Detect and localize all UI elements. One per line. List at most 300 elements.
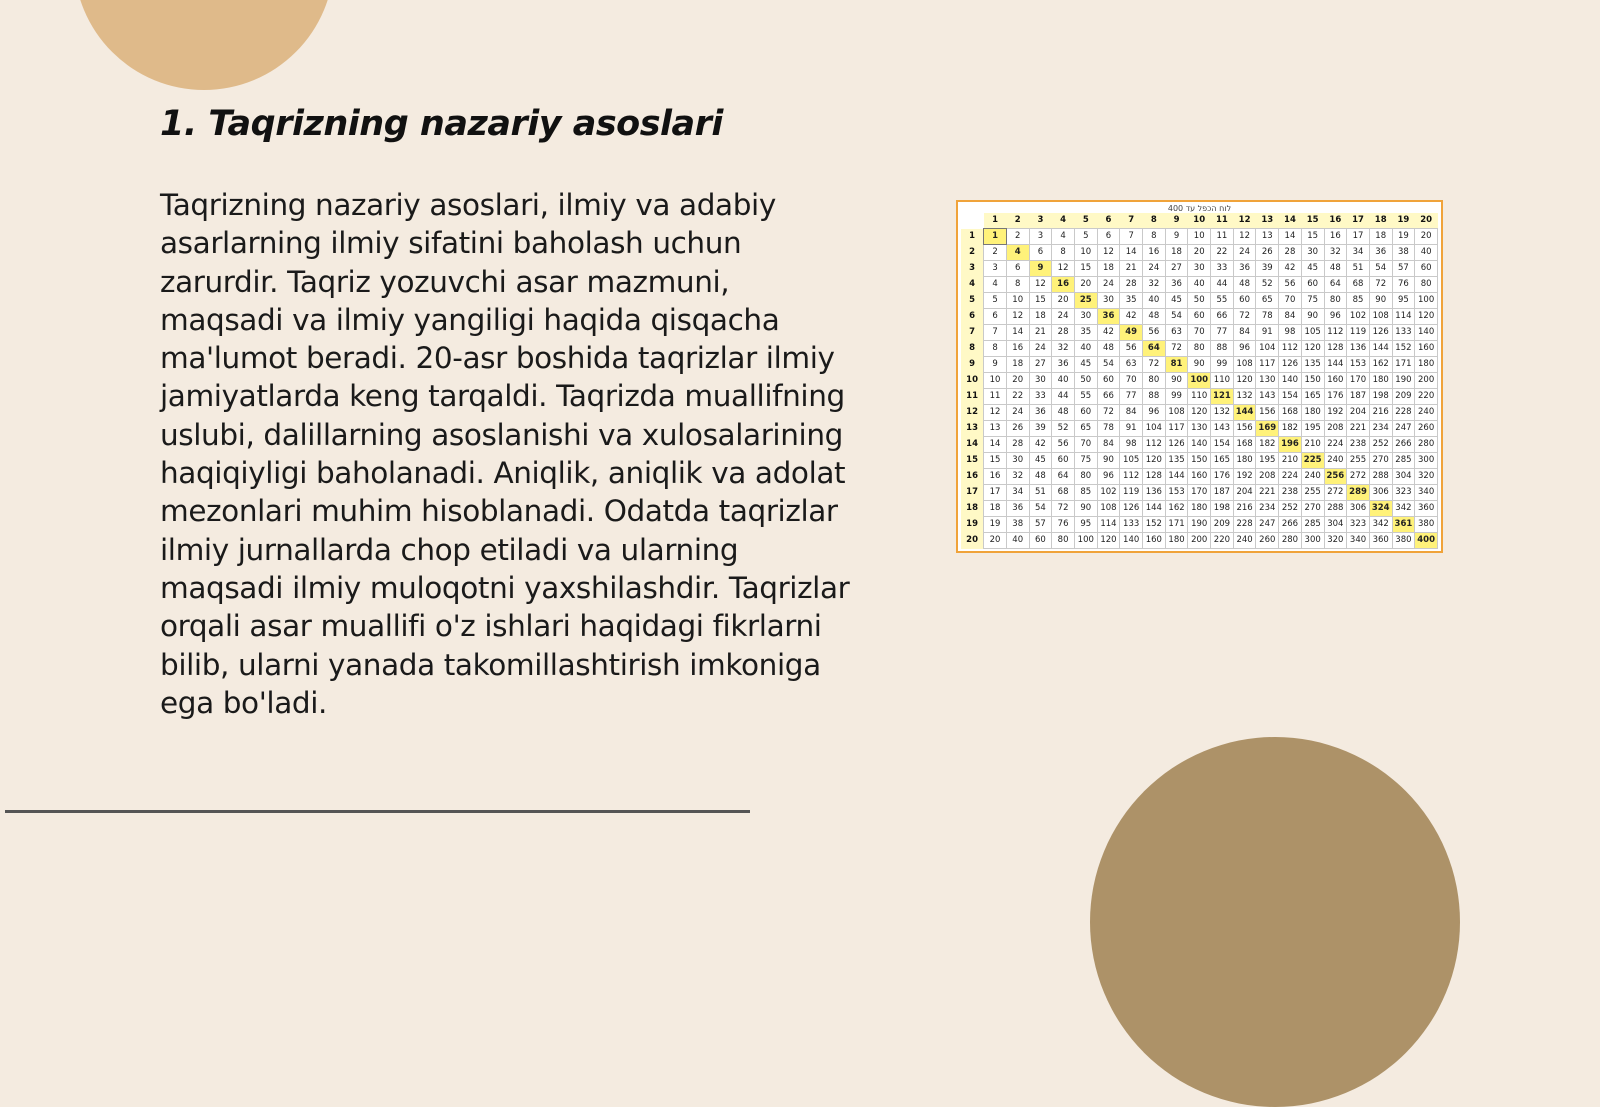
table-cell: 140 bbox=[1415, 325, 1438, 341]
table-cell: 34 bbox=[1347, 245, 1370, 261]
table-cell: 40 bbox=[1052, 373, 1075, 389]
table-cell: 10 bbox=[1074, 245, 1097, 261]
table-cell: 10 bbox=[1188, 229, 1211, 245]
table-cell: 65 bbox=[1256, 293, 1279, 309]
table-cell: 100 bbox=[1415, 293, 1438, 309]
table-cell: 133 bbox=[1120, 517, 1143, 533]
table-cell: 272 bbox=[1324, 485, 1347, 501]
table-row bbox=[961, 341, 1438, 357]
table-cell: 28 bbox=[1006, 437, 1029, 453]
table-cell: 96 bbox=[1324, 309, 1347, 325]
table-cell: 45 bbox=[1074, 357, 1097, 373]
table-cell: 143 bbox=[1211, 421, 1234, 437]
table-cell: 88 bbox=[1211, 341, 1234, 357]
table-cell: 198 bbox=[1211, 501, 1234, 517]
table-cell: 238 bbox=[1347, 437, 1370, 453]
table-cell: 104 bbox=[1143, 421, 1166, 437]
table-cell: 55 bbox=[1211, 293, 1234, 309]
table-row-header: 7 bbox=[961, 325, 984, 341]
table-cell: 228 bbox=[1233, 517, 1256, 533]
table-cell: 72 bbox=[1052, 501, 1075, 517]
table-cell: 323 bbox=[1347, 517, 1370, 533]
table-square-cell: 25 bbox=[1074, 293, 1097, 309]
table-cell: 180 bbox=[1233, 453, 1256, 469]
table-cell: 91 bbox=[1120, 421, 1143, 437]
table-cell: 40 bbox=[1415, 245, 1438, 261]
table-cell: 280 bbox=[1415, 437, 1438, 453]
table-cell: 78 bbox=[1256, 309, 1279, 325]
table-cell: 160 bbox=[1324, 373, 1347, 389]
table-cell: 320 bbox=[1324, 533, 1347, 549]
table-cell: 75 bbox=[1301, 293, 1324, 309]
table-cell: 14 bbox=[1120, 245, 1143, 261]
table-cell: 24 bbox=[1233, 245, 1256, 261]
table-square-cell: 9 bbox=[1029, 261, 1052, 277]
table-cell: 32 bbox=[1006, 469, 1029, 485]
table-column-header: 15 bbox=[1301, 213, 1324, 229]
multiplication-table-image bbox=[956, 200, 1443, 553]
table-cell: 85 bbox=[1074, 485, 1097, 501]
table-square-cell: 289 bbox=[1347, 485, 1370, 501]
table-cell: 126 bbox=[1279, 357, 1302, 373]
table-cell: 136 bbox=[1347, 341, 1370, 357]
table-cell: 12 bbox=[1006, 309, 1029, 325]
table-cell: 144 bbox=[1165, 469, 1188, 485]
table-row-header: 2 bbox=[961, 245, 984, 261]
table-cell: 180 bbox=[1165, 533, 1188, 549]
table-row-header: 3 bbox=[961, 261, 984, 277]
table-row-header: 17 bbox=[961, 485, 984, 501]
table-cell: 48 bbox=[1143, 309, 1166, 325]
table-cell: 8 bbox=[1006, 277, 1029, 293]
table-cell: 90 bbox=[1301, 309, 1324, 325]
table-cell: 98 bbox=[1120, 437, 1143, 453]
table-cell: 182 bbox=[1279, 421, 1302, 437]
table-cell: 44 bbox=[1052, 389, 1075, 405]
table-cell: 11 bbox=[1211, 229, 1234, 245]
table-cell: 255 bbox=[1301, 485, 1324, 501]
table-cell: 13 bbox=[984, 421, 1007, 437]
table-cell: 39 bbox=[1256, 261, 1279, 277]
table-cell: 156 bbox=[1233, 421, 1256, 437]
table-cell: 135 bbox=[1301, 357, 1324, 373]
table-cell: 76 bbox=[1392, 277, 1415, 293]
table-column-header: 5 bbox=[1074, 213, 1097, 229]
table-square-cell: 100 bbox=[1188, 373, 1211, 389]
table-cell: 12 bbox=[1233, 229, 1256, 245]
table-cell: 24 bbox=[1029, 341, 1052, 357]
table-cell: 33 bbox=[1211, 261, 1234, 277]
table-cell: 152 bbox=[1143, 517, 1166, 533]
table-cell: 30 bbox=[1301, 245, 1324, 261]
table-cell: 84 bbox=[1233, 325, 1256, 341]
table-row bbox=[961, 517, 1438, 533]
table-cell: 4 bbox=[1052, 229, 1075, 245]
table-cell: 20 bbox=[1188, 245, 1211, 261]
table-row-header: 12 bbox=[961, 405, 984, 421]
table-cell: 84 bbox=[1097, 437, 1120, 453]
table-cell: 204 bbox=[1233, 485, 1256, 501]
table-cell: 102 bbox=[1347, 309, 1370, 325]
table-cell: 70 bbox=[1120, 373, 1143, 389]
table-cell: 33 bbox=[1029, 389, 1052, 405]
table-cell: 380 bbox=[1392, 533, 1415, 549]
table-cell: 30 bbox=[1029, 373, 1052, 389]
table-cell: 16 bbox=[1006, 341, 1029, 357]
table-cell: 119 bbox=[1120, 485, 1143, 501]
table-cell: 6 bbox=[1097, 229, 1120, 245]
table-cell: 35 bbox=[1120, 293, 1143, 309]
table-cell: 14 bbox=[984, 437, 1007, 453]
table-cell: 192 bbox=[1233, 469, 1256, 485]
table-cell: 190 bbox=[1392, 373, 1415, 389]
table-cell: 200 bbox=[1188, 533, 1211, 549]
table-column-header: 11 bbox=[1211, 213, 1234, 229]
table-cell: 44 bbox=[1211, 277, 1234, 293]
table-cell: 36 bbox=[1052, 357, 1075, 373]
table-cell: 165 bbox=[1301, 389, 1324, 405]
table-cell: 4 bbox=[984, 277, 1007, 293]
table-cell: 288 bbox=[1369, 469, 1392, 485]
table-row-header: 19 bbox=[961, 517, 984, 533]
table-row-header: 18 bbox=[961, 501, 984, 517]
table-cell: 272 bbox=[1347, 469, 1370, 485]
table-cell: 120 bbox=[1143, 453, 1166, 469]
table-cell: 120 bbox=[1233, 373, 1256, 389]
table-cell: 160 bbox=[1143, 533, 1166, 549]
table-cell: 57 bbox=[1392, 261, 1415, 277]
table-cell: 5 bbox=[1074, 229, 1097, 245]
table-cell: 32 bbox=[1052, 341, 1075, 357]
table-cell: 88 bbox=[1143, 389, 1166, 405]
table-cell: 42 bbox=[1279, 261, 1302, 277]
table-cell: 342 bbox=[1392, 501, 1415, 517]
table-cell: 150 bbox=[1188, 453, 1211, 469]
table-cell: 38 bbox=[1006, 517, 1029, 533]
table-cell: 64 bbox=[1324, 277, 1347, 293]
table-cell: 238 bbox=[1279, 485, 1302, 501]
table-square-cell: 121 bbox=[1211, 389, 1234, 405]
table-cell: 12 bbox=[1052, 261, 1075, 277]
table-cell: 13 bbox=[1256, 229, 1279, 245]
table-cell: 112 bbox=[1143, 437, 1166, 453]
table-cell: 156 bbox=[1256, 405, 1279, 421]
table-cell: 48 bbox=[1029, 469, 1052, 485]
table-cell: 84 bbox=[1120, 405, 1143, 421]
table-cell: 280 bbox=[1279, 533, 1302, 549]
table-column-header: 19 bbox=[1392, 213, 1415, 229]
table-cell: 153 bbox=[1165, 485, 1188, 501]
table-cell: 104 bbox=[1256, 341, 1279, 357]
table-cell: 128 bbox=[1143, 469, 1166, 485]
table-cell: 77 bbox=[1120, 389, 1143, 405]
table-cell: 36 bbox=[1233, 261, 1256, 277]
table-cell: 60 bbox=[1097, 373, 1120, 389]
table-row-header: 13 bbox=[961, 421, 984, 437]
table-cell: 55 bbox=[1074, 389, 1097, 405]
table-cell: 38 bbox=[1392, 245, 1415, 261]
table-cell: 380 bbox=[1415, 517, 1438, 533]
table-cell: 52 bbox=[1052, 421, 1075, 437]
table-cell: 90 bbox=[1097, 453, 1120, 469]
table-cell: 70 bbox=[1279, 293, 1302, 309]
table-row-header: 10 bbox=[961, 373, 984, 389]
table-cell: 208 bbox=[1324, 421, 1347, 437]
table-cell: 90 bbox=[1074, 501, 1097, 517]
table-caption: לוח הכפל עד 400 bbox=[1167, 204, 1232, 213]
table-cell: 171 bbox=[1392, 357, 1415, 373]
table-cell: 200 bbox=[1415, 373, 1438, 389]
table-cell: 40 bbox=[1074, 341, 1097, 357]
table-cell: 60 bbox=[1188, 309, 1211, 325]
table-cell: 20 bbox=[984, 533, 1007, 549]
table-cell: 105 bbox=[1120, 453, 1143, 469]
table-cell: 187 bbox=[1211, 485, 1234, 501]
table-cell: 162 bbox=[1165, 501, 1188, 517]
table-square-cell: 256 bbox=[1324, 469, 1347, 485]
table-cell: 63 bbox=[1120, 357, 1143, 373]
table-row bbox=[961, 501, 1438, 517]
table-cell: 360 bbox=[1415, 501, 1438, 517]
table-cell: 150 bbox=[1301, 373, 1324, 389]
table-cell: 70 bbox=[1074, 437, 1097, 453]
table-cell: 66 bbox=[1211, 309, 1234, 325]
table-square-cell: 16 bbox=[1052, 277, 1075, 293]
table-row-header: 14 bbox=[961, 437, 984, 453]
table-cell: 110 bbox=[1188, 389, 1211, 405]
table-cell: 42 bbox=[1120, 309, 1143, 325]
table-cell: 18 bbox=[1165, 245, 1188, 261]
table-row bbox=[961, 485, 1438, 501]
table-cell: 24 bbox=[1143, 261, 1166, 277]
table-cell: 160 bbox=[1415, 341, 1438, 357]
table-cell: 99 bbox=[1211, 357, 1234, 373]
table-cell: 75 bbox=[1074, 453, 1097, 469]
table-cell: 18 bbox=[1006, 357, 1029, 373]
table-cell: 108 bbox=[1369, 309, 1392, 325]
table-cell: 304 bbox=[1392, 469, 1415, 485]
table-cell: 180 bbox=[1301, 405, 1324, 421]
table-cell: 68 bbox=[1347, 277, 1370, 293]
table-cell: 100 bbox=[1074, 533, 1097, 549]
table-cell: 15 bbox=[1029, 293, 1052, 309]
table-column-header: 18 bbox=[1369, 213, 1392, 229]
table-cell: 153 bbox=[1347, 357, 1370, 373]
table-cell: 80 bbox=[1143, 373, 1166, 389]
table-cell: 216 bbox=[1369, 405, 1392, 421]
table-cell: 108 bbox=[1097, 501, 1120, 517]
table-cell: 32 bbox=[1143, 277, 1166, 293]
table-row bbox=[961, 261, 1438, 277]
table-cell: 20 bbox=[1074, 277, 1097, 293]
table-cell: 221 bbox=[1347, 421, 1370, 437]
table-cell: 96 bbox=[1143, 405, 1166, 421]
table-cell: 60 bbox=[1052, 453, 1075, 469]
table-cell: 117 bbox=[1256, 357, 1279, 373]
table-cell: 78 bbox=[1097, 421, 1120, 437]
table-cell: 340 bbox=[1415, 485, 1438, 501]
table-cell: 36 bbox=[1165, 277, 1188, 293]
table-cell: 60 bbox=[1301, 277, 1324, 293]
table-cell: 234 bbox=[1369, 421, 1392, 437]
table-row-header: 11 bbox=[961, 389, 984, 405]
table-cell: 50 bbox=[1074, 373, 1097, 389]
table-cell: 72 bbox=[1143, 357, 1166, 373]
table-cell: 6 bbox=[984, 309, 1007, 325]
table-cell: 30 bbox=[1006, 453, 1029, 469]
table-cell: 51 bbox=[1347, 261, 1370, 277]
table-column-header: 4 bbox=[1052, 213, 1075, 229]
table-cell: 42 bbox=[1029, 437, 1052, 453]
table-cell: 270 bbox=[1369, 453, 1392, 469]
table-column-header: 17 bbox=[1347, 213, 1370, 229]
table-cell: 234 bbox=[1256, 501, 1279, 517]
table-cell: 266 bbox=[1279, 517, 1302, 533]
table-cell: 95 bbox=[1074, 517, 1097, 533]
table-cell: 132 bbox=[1233, 389, 1256, 405]
table-cell: 252 bbox=[1279, 501, 1302, 517]
table-cell: 224 bbox=[1279, 469, 1302, 485]
table-square-cell: 324 bbox=[1369, 501, 1392, 517]
table-cell: 5 bbox=[984, 293, 1007, 309]
table-cell: 210 bbox=[1279, 453, 1302, 469]
table-column-header: 14 bbox=[1279, 213, 1302, 229]
table-cell: 285 bbox=[1301, 517, 1324, 533]
table-column-header: 13 bbox=[1256, 213, 1279, 229]
table-cell: 54 bbox=[1097, 357, 1120, 373]
table-square-cell: 64 bbox=[1143, 341, 1166, 357]
table-cell: 300 bbox=[1301, 533, 1324, 549]
table-row bbox=[961, 421, 1438, 437]
table-cell: 144 bbox=[1369, 341, 1392, 357]
table-cell: 21 bbox=[1029, 325, 1052, 341]
table-cell: 48 bbox=[1052, 405, 1075, 421]
table-cell: 240 bbox=[1233, 533, 1256, 549]
table-cell: 120 bbox=[1301, 341, 1324, 357]
table-column-header: 9 bbox=[1165, 213, 1188, 229]
table-cell: 26 bbox=[1256, 245, 1279, 261]
table-row-header: 5 bbox=[961, 293, 984, 309]
table-cell: 204 bbox=[1347, 405, 1370, 421]
table-cell: 54 bbox=[1369, 261, 1392, 277]
table-cell: 247 bbox=[1392, 421, 1415, 437]
table-cell: 28 bbox=[1279, 245, 1302, 261]
table-cell: 12 bbox=[1097, 245, 1120, 261]
table-square-cell: 400 bbox=[1415, 533, 1438, 549]
table-cell: 9 bbox=[1165, 229, 1188, 245]
table-cell: 240 bbox=[1415, 405, 1438, 421]
table-cell: 14 bbox=[1006, 325, 1029, 341]
table-cell: 171 bbox=[1165, 517, 1188, 533]
table-cell: 180 bbox=[1415, 357, 1438, 373]
table-square-cell: 169 bbox=[1256, 421, 1279, 437]
table-cell: 320 bbox=[1415, 469, 1438, 485]
table-cell: 108 bbox=[1165, 405, 1188, 421]
table-cell: 21 bbox=[1120, 261, 1143, 277]
table-cell: 143 bbox=[1256, 389, 1279, 405]
table-cell: 306 bbox=[1347, 501, 1370, 517]
table-cell: 22 bbox=[1211, 245, 1234, 261]
table-column-header: 8 bbox=[1143, 213, 1166, 229]
table-cell: 15 bbox=[984, 453, 1007, 469]
table-row bbox=[961, 405, 1438, 421]
table-cell: 180 bbox=[1188, 501, 1211, 517]
table-cell: 80 bbox=[1324, 293, 1347, 309]
table-cell: 112 bbox=[1279, 341, 1302, 357]
table-cell: 30 bbox=[1074, 309, 1097, 325]
table-cell: 8 bbox=[1143, 229, 1166, 245]
table-row bbox=[961, 357, 1438, 373]
table-cell: 6 bbox=[1006, 261, 1029, 277]
table-square-cell: 36 bbox=[1097, 309, 1120, 325]
table-column-header: 6 bbox=[1097, 213, 1120, 229]
table-cell: 120 bbox=[1188, 405, 1211, 421]
table-row-header: 6 bbox=[961, 309, 984, 325]
table-cell: 112 bbox=[1324, 325, 1347, 341]
table-cell: 195 bbox=[1301, 421, 1324, 437]
table-row bbox=[961, 325, 1438, 341]
table-cell: 209 bbox=[1392, 389, 1415, 405]
table-cell: 11 bbox=[984, 389, 1007, 405]
table-cell: 12 bbox=[984, 405, 1007, 421]
table-cell: 117 bbox=[1165, 421, 1188, 437]
table-column-header: 7 bbox=[1120, 213, 1143, 229]
table-cell: 18 bbox=[1369, 229, 1392, 245]
table-cell: 99 bbox=[1165, 389, 1188, 405]
table-cell: 187 bbox=[1347, 389, 1370, 405]
table-cell: 36 bbox=[1029, 405, 1052, 421]
table-cell: 260 bbox=[1415, 421, 1438, 437]
table-cell: 12 bbox=[1029, 277, 1052, 293]
table-cell: 57 bbox=[1029, 517, 1052, 533]
table-cell: 3 bbox=[1029, 229, 1052, 245]
table-cell: 60 bbox=[1029, 533, 1052, 549]
table-column-header: 16 bbox=[1324, 213, 1347, 229]
table-cell: 36 bbox=[1369, 245, 1392, 261]
table-cell: 209 bbox=[1211, 517, 1234, 533]
table-cell: 56 bbox=[1143, 325, 1166, 341]
table-cell: 7 bbox=[984, 325, 1007, 341]
table-cell: 252 bbox=[1369, 437, 1392, 453]
table-cell: 130 bbox=[1256, 373, 1279, 389]
table-cell: 50 bbox=[1188, 293, 1211, 309]
table-row bbox=[961, 533, 1438, 549]
table-cell: 14 bbox=[1279, 229, 1302, 245]
table-cell: 270 bbox=[1301, 501, 1324, 517]
table-row-header: 8 bbox=[961, 341, 984, 357]
table-cell: 192 bbox=[1324, 405, 1347, 421]
table-cell: 266 bbox=[1392, 437, 1415, 453]
table-cell: 140 bbox=[1279, 373, 1302, 389]
divider-line bbox=[5, 810, 750, 813]
table-cell: 170 bbox=[1347, 373, 1370, 389]
table-cell: 340 bbox=[1347, 533, 1370, 549]
table-column-header: 1 bbox=[984, 213, 1007, 229]
table-square-cell: 81 bbox=[1165, 357, 1188, 373]
table-cell: 3 bbox=[984, 261, 1007, 277]
table-cell: 17 bbox=[984, 485, 1007, 501]
table-cell: 60 bbox=[1074, 405, 1097, 421]
table-cell: 45 bbox=[1301, 261, 1324, 277]
table-cell: 24 bbox=[1052, 309, 1075, 325]
table-cell: 10 bbox=[1006, 293, 1029, 309]
table-cell: 95 bbox=[1392, 293, 1415, 309]
table-row-header: 20 bbox=[961, 533, 984, 549]
table-cell: 255 bbox=[1347, 453, 1370, 469]
table-cell: 54 bbox=[1165, 309, 1188, 325]
table-cell: 152 bbox=[1392, 341, 1415, 357]
table-cell: 80 bbox=[1074, 469, 1097, 485]
